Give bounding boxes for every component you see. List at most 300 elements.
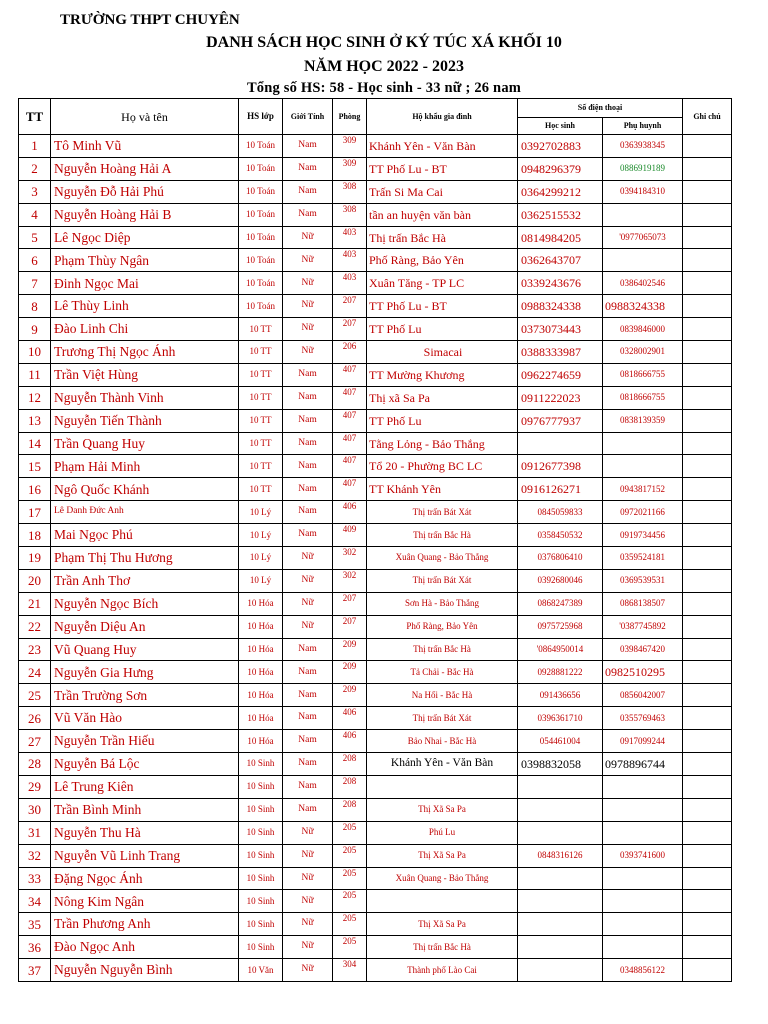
student-class: 10 TT: [239, 318, 283, 341]
room-number: 207: [333, 295, 367, 318]
row-number: 31: [19, 821, 51, 844]
student-class: 10 Lý: [239, 547, 283, 570]
table-row: [19, 363, 732, 386]
table-row: [19, 180, 732, 203]
note: [683, 615, 732, 638]
student-sex: Nam: [283, 386, 333, 409]
student-sex: Nam: [283, 409, 333, 432]
note: [683, 295, 732, 318]
parent-phone: 0886919189: [603, 157, 683, 180]
table-row: [19, 638, 732, 661]
row-number: 37: [19, 959, 51, 982]
row-number: 21: [19, 592, 51, 615]
student-phone: 0376806410: [518, 547, 603, 570]
student-phone: 0848316126: [518, 844, 603, 867]
parent-phone: 0328002901: [603, 341, 683, 364]
note: [683, 821, 732, 844]
row-number: 15: [19, 455, 51, 478]
student-sex: Nữ: [283, 569, 333, 592]
table-row: [19, 341, 732, 364]
home-address: Tả Chải - Bắc Hà: [367, 661, 518, 684]
row-number: 14: [19, 432, 51, 455]
student-name: Trần Phương Anh: [51, 913, 239, 936]
student-phone: '0864950014: [518, 638, 603, 661]
student-name: Nguyễn Thu Hà: [51, 821, 239, 844]
student-class: 10 TT: [239, 455, 283, 478]
home-address: Simacai: [367, 341, 518, 364]
row-number: 3: [19, 180, 51, 203]
home-address: Xuân Quang - Bảo Thắng: [367, 547, 518, 570]
header-sex: Giới Tính: [283, 99, 333, 135]
parent-phone: 0818666755: [603, 363, 683, 386]
room-number: 403: [333, 249, 367, 272]
row-number: 29: [19, 775, 51, 798]
student-class: 10 Hóa: [239, 592, 283, 615]
header-room: Phòng: [333, 99, 367, 135]
student-phone: 0398832058: [518, 753, 603, 776]
home-address: Thị trấn Bắc Hà: [367, 226, 518, 249]
student-name: Nguyễn Diệu An: [51, 615, 239, 638]
student-class: 10 Toán: [239, 203, 283, 226]
parent-phone: [603, 249, 683, 272]
home-address: Xuân Quang - Bảo Thắng: [367, 867, 518, 890]
table-row: [19, 455, 732, 478]
table-row: [19, 913, 732, 936]
note: [683, 844, 732, 867]
note: [683, 226, 732, 249]
student-sex: Nam: [283, 180, 333, 203]
parent-phone: [603, 936, 683, 959]
room-number: 207: [333, 318, 367, 341]
student-class: 10 Sinh: [239, 775, 283, 798]
table-row: [19, 547, 732, 570]
row-number: 9: [19, 318, 51, 341]
parent-phone: [603, 455, 683, 478]
student-sex: Nam: [283, 753, 333, 776]
home-address: Tổ 20 - Phường BC LC: [367, 455, 518, 478]
student-phone: [518, 913, 603, 936]
student-phone: 0948296379: [518, 157, 603, 180]
parent-phone: 0919734456: [603, 524, 683, 547]
row-number: 8: [19, 295, 51, 318]
student-phone: [518, 959, 603, 982]
home-address: TT Phố Lu - BT: [367, 157, 518, 180]
student-name: Nguyễn Tiến Thành: [51, 409, 239, 432]
row-number: 4: [19, 203, 51, 226]
home-address: TT Phố Lu - BT: [367, 295, 518, 318]
student-name: Lê Thùy Linh: [51, 295, 239, 318]
student-class: 10 Lý: [239, 569, 283, 592]
table-row: [19, 890, 732, 913]
home-address: Thị trấn Bát Xát: [367, 501, 518, 524]
student-phone: 0975725968: [518, 615, 603, 638]
student-class: 10 TT: [239, 363, 283, 386]
row-number: 6: [19, 249, 51, 272]
student-sex: Nam: [283, 455, 333, 478]
student-phone: [518, 867, 603, 890]
student-phone: 0911222023: [518, 386, 603, 409]
home-address: Thị trấn Bát Xát: [367, 569, 518, 592]
student-class: 10 Sinh: [239, 753, 283, 776]
table-row: [19, 409, 732, 432]
parent-phone: [603, 821, 683, 844]
student-name: Nguyễn Thành Vinh: [51, 386, 239, 409]
parent-phone: [603, 890, 683, 913]
parent-phone: 0978896744: [603, 753, 683, 776]
room-number: 205: [333, 844, 367, 867]
student-phone: 0392680046: [518, 569, 603, 592]
parent-phone: [603, 775, 683, 798]
student-name: Ngô Quốc Khánh: [51, 478, 239, 501]
student-sex: Nam: [283, 157, 333, 180]
student-name: Nguyễn Hoàng Hải A: [51, 157, 239, 180]
table-row: [19, 867, 732, 890]
student-phone: 0358450532: [518, 524, 603, 547]
student-name: Nguyễn Ngọc Bích: [51, 592, 239, 615]
table-row: [19, 295, 732, 318]
student-phone: 0396361710: [518, 707, 603, 730]
room-number: 407: [333, 478, 367, 501]
home-address: Bảo Nhai - Bắc Hà: [367, 730, 518, 753]
row-number: 34: [19, 890, 51, 913]
note: [683, 455, 732, 478]
student-name: Nguyễn Đỗ Hải Phú: [51, 180, 239, 203]
home-address: Thị trấn Bắc Hà: [367, 638, 518, 661]
note: [683, 569, 732, 592]
room-number: 409: [333, 524, 367, 547]
home-address: Thị trấn Bát Xát: [367, 707, 518, 730]
home-address: Phố Ràng, Bảo Yên: [367, 249, 518, 272]
student-phone: 0916126271: [518, 478, 603, 501]
parent-phone: 0917099244: [603, 730, 683, 753]
student-name: Trần Anh Thơ: [51, 569, 239, 592]
note: [683, 592, 732, 615]
student-class: 10 Toán: [239, 272, 283, 295]
student-class: 10 Hóa: [239, 707, 283, 730]
note: [683, 867, 732, 890]
student-name: Trần Bình Minh: [51, 798, 239, 821]
room-number: 407: [333, 363, 367, 386]
header-name: Họ và tên: [51, 99, 239, 135]
row-number: 25: [19, 684, 51, 707]
parent-phone: 0839846000: [603, 318, 683, 341]
student-sex: Nam: [283, 707, 333, 730]
room-number: 207: [333, 615, 367, 638]
student-phone: [518, 775, 603, 798]
home-address: Xuân Tăng - TP LC: [367, 272, 518, 295]
student-phone: 0392702883: [518, 135, 603, 158]
note: [683, 386, 732, 409]
student-class: 10 Sinh: [239, 936, 283, 959]
room-number: 308: [333, 203, 367, 226]
school-year: NĂM HỌC 2022 - 2023: [304, 58, 464, 75]
student-name: Nguyễn Vũ Linh Trang: [51, 844, 239, 867]
row-number: 27: [19, 730, 51, 753]
note: [683, 684, 732, 707]
room-number: 209: [333, 661, 367, 684]
student-class: 10 Lý: [239, 524, 283, 547]
student-class: 10 Sinh: [239, 890, 283, 913]
student-class: 10 Toán: [239, 135, 283, 158]
home-address: Thị Xã Sa Pa: [367, 844, 518, 867]
student-name: Nông Kim Ngân: [51, 890, 239, 913]
student-phone: [518, 798, 603, 821]
room-number: 209: [333, 684, 367, 707]
student-name: Đào Ngọc Anh: [51, 936, 239, 959]
home-address: TT Mường Khương: [367, 363, 518, 386]
student-class: 10 Toán: [239, 295, 283, 318]
note: [683, 341, 732, 364]
parent-phone: [603, 203, 683, 226]
student-sex: Nữ: [283, 249, 333, 272]
room-number: 407: [333, 409, 367, 432]
row-number: 23: [19, 638, 51, 661]
student-class: 10 TT: [239, 432, 283, 455]
home-address: TT Phố Lu: [367, 318, 518, 341]
parent-phone: 0359524181: [603, 547, 683, 570]
row-number: 16: [19, 478, 51, 501]
student-name: Nguyễn Nguyễn Bình: [51, 959, 239, 982]
student-name: Vũ Quang Huy: [51, 638, 239, 661]
parent-phone: 0943817152: [603, 478, 683, 501]
student-phone: 0928881222: [518, 661, 603, 684]
student-phone: 091436656: [518, 684, 603, 707]
student-name: Mai Ngọc Phú: [51, 524, 239, 547]
parent-phone: '0387745892: [603, 615, 683, 638]
table-row: [19, 661, 732, 684]
parent-phone: 0838139359: [603, 409, 683, 432]
student-sex: Nữ: [283, 295, 333, 318]
table-row: [19, 135, 732, 158]
header-phone-parent: Phụ huynh: [603, 118, 683, 135]
table-row: [19, 615, 732, 638]
note: [683, 363, 732, 386]
home-address: Sơn Hà - Bảo Thắng: [367, 592, 518, 615]
header-phone-student: Học sinh: [518, 118, 603, 135]
note: [683, 524, 732, 547]
student-phone: 0339243676: [518, 272, 603, 295]
student-name: Lê Trung Kiên: [51, 775, 239, 798]
note: [683, 180, 732, 203]
student-class: 10 Sinh: [239, 867, 283, 890]
student-phone: 0362643707: [518, 249, 603, 272]
table-row: [19, 844, 732, 867]
parent-phone: 0818666755: [603, 386, 683, 409]
home-address: Tằng Lỏng - Bảo Thắng: [367, 432, 518, 455]
student-name: Đinh Ngọc Mai: [51, 272, 239, 295]
student-phone: 054461004: [518, 730, 603, 753]
table-row: [19, 959, 732, 982]
student-name: Phạm Thùy Ngân: [51, 249, 239, 272]
room-number: 407: [333, 455, 367, 478]
room-number: 205: [333, 936, 367, 959]
student-sex: Nam: [283, 501, 333, 524]
student-phone: [518, 821, 603, 844]
table-row: [19, 524, 732, 547]
table-row: [19, 432, 732, 455]
student-phone: [518, 890, 603, 913]
parent-phone: '0977065073: [603, 226, 683, 249]
student-name: Nguyễn Trần Hiếu: [51, 730, 239, 753]
row-number: 30: [19, 798, 51, 821]
student-phone: 0912677398: [518, 455, 603, 478]
room-number: 302: [333, 569, 367, 592]
table-row: [19, 821, 732, 844]
table-row: [19, 592, 732, 615]
student-class: 10 TT: [239, 386, 283, 409]
room-number: 407: [333, 386, 367, 409]
home-address: Thị trấn Bắc Hà: [367, 524, 518, 547]
student-phone: 0976777937: [518, 409, 603, 432]
student-sex: Nữ: [283, 890, 333, 913]
parent-phone: [603, 798, 683, 821]
note: [683, 661, 732, 684]
document-title: DANH SÁCH HỌC SINH Ở KÝ TÚC XÁ KHỐI 10: [206, 34, 562, 51]
row-number: 35: [19, 913, 51, 936]
student-name: Lê Ngọc Diệp: [51, 226, 239, 249]
room-number: 403: [333, 272, 367, 295]
row-number: 12: [19, 386, 51, 409]
parent-phone: 0972021166: [603, 501, 683, 524]
header-phone-group: Số điện thoại: [518, 99, 683, 118]
student-phone: 0814984205: [518, 226, 603, 249]
student-name: Phạm Thị Thu Hương: [51, 547, 239, 570]
student-summary: Tổng số HS: 58 - Học sinh - 33 nữ ; 26 nam: [246, 80, 522, 96]
note: [683, 798, 732, 821]
student-class: 10 Hóa: [239, 684, 283, 707]
student-class: 10 Hóa: [239, 638, 283, 661]
student-phone: 0388333987: [518, 341, 603, 364]
student-sex: Nam: [283, 478, 333, 501]
table-row: [19, 157, 732, 180]
student-name: Nguyễn Hoàng Hải B: [51, 203, 239, 226]
student-sex: Nam: [283, 638, 333, 661]
student-sex: Nam: [283, 730, 333, 753]
note: [683, 272, 732, 295]
home-address: Thị trấn Bắc Hà: [367, 936, 518, 959]
room-number: 206: [333, 341, 367, 364]
student-name: Đặng Ngọc Ánh: [51, 867, 239, 890]
table-row: [19, 272, 732, 295]
student-name: Vũ Văn Hào: [51, 707, 239, 730]
student-name: Phạm Hải Minh: [51, 455, 239, 478]
parent-phone: [603, 913, 683, 936]
home-address: TT Phố Lu: [367, 409, 518, 432]
student-table: [18, 98, 732, 982]
home-address: Thị Xã Sa Pa: [367, 798, 518, 821]
student-phone: 0868247389: [518, 592, 603, 615]
student-phone: 0962274659: [518, 363, 603, 386]
student-sex: Nữ: [283, 272, 333, 295]
parent-phone: 0355769463: [603, 707, 683, 730]
student-name: Trần Trường Sơn: [51, 684, 239, 707]
header-tt: TT: [19, 99, 51, 135]
parent-phone: 0988324338: [603, 295, 683, 318]
student-name: Trương Thị Ngọc Ánh: [51, 341, 239, 364]
row-number: 5: [19, 226, 51, 249]
room-number: 304: [333, 959, 367, 982]
room-number: 209: [333, 638, 367, 661]
student-phone: 0373073443: [518, 318, 603, 341]
row-number: 13: [19, 409, 51, 432]
note: [683, 753, 732, 776]
student-sex: Nữ: [283, 936, 333, 959]
row-number: 19: [19, 547, 51, 570]
student-class: 10 Hóa: [239, 661, 283, 684]
row-number: 26: [19, 707, 51, 730]
student-sex: Nam: [283, 684, 333, 707]
parent-phone: [603, 867, 683, 890]
student-phone: 0364299212: [518, 180, 603, 203]
student-name: Nguyễn Gia Hưng: [51, 661, 239, 684]
table-row: [19, 798, 732, 821]
student-sex: Nữ: [283, 913, 333, 936]
home-address: Khánh Yên - Văn Bàn: [367, 135, 518, 158]
student-sex: Nữ: [283, 318, 333, 341]
student-class: 10 Hóa: [239, 615, 283, 638]
student-name: Trần Việt Hùng: [51, 363, 239, 386]
room-number: 406: [333, 501, 367, 524]
student-name: Lê Danh Đức Anh: [51, 501, 239, 524]
student-sex: Nữ: [283, 226, 333, 249]
home-address: Thành phố Lào Cai: [367, 959, 518, 982]
table-row: [19, 753, 732, 776]
student-sex: Nam: [283, 363, 333, 386]
room-number: 309: [333, 157, 367, 180]
row-number: 2: [19, 157, 51, 180]
parent-phone: 0982510295: [603, 661, 683, 684]
parent-phone: 0393741600: [603, 844, 683, 867]
note: [683, 638, 732, 661]
student-sex: Nam: [283, 432, 333, 455]
home-address: Phú Lu: [367, 821, 518, 844]
student-sex: Nam: [283, 661, 333, 684]
student-class: 10 Lý: [239, 501, 283, 524]
room-number: 207: [333, 592, 367, 615]
room-number: 205: [333, 867, 367, 890]
student-phone: [518, 432, 603, 455]
row-number: 22: [19, 615, 51, 638]
student-class: 10 TT: [239, 409, 283, 432]
student-sex: Nữ: [283, 615, 333, 638]
note: [683, 959, 732, 982]
note: [683, 432, 732, 455]
school-name: TRƯỜNG THPT CHUYÊN: [60, 12, 240, 28]
note: [683, 501, 732, 524]
student-class: 10 Toán: [239, 157, 283, 180]
table-row: [19, 203, 732, 226]
parent-phone: 0868138507: [603, 592, 683, 615]
home-address: Thị xã Sa Pa: [367, 386, 518, 409]
table-row: [19, 386, 732, 409]
room-number: 406: [333, 707, 367, 730]
row-number: 18: [19, 524, 51, 547]
room-number: 309: [333, 135, 367, 158]
row-number: 32: [19, 844, 51, 867]
table-row: [19, 707, 732, 730]
home-address: [367, 775, 518, 798]
student-phone: 0988324338: [518, 295, 603, 318]
student-sex: Nam: [283, 775, 333, 798]
parent-phone: 0386402546: [603, 272, 683, 295]
room-number: 208: [333, 753, 367, 776]
row-number: 33: [19, 867, 51, 890]
row-number: 24: [19, 661, 51, 684]
note: [683, 157, 732, 180]
note: [683, 203, 732, 226]
row-number: 10: [19, 341, 51, 364]
note: [683, 478, 732, 501]
